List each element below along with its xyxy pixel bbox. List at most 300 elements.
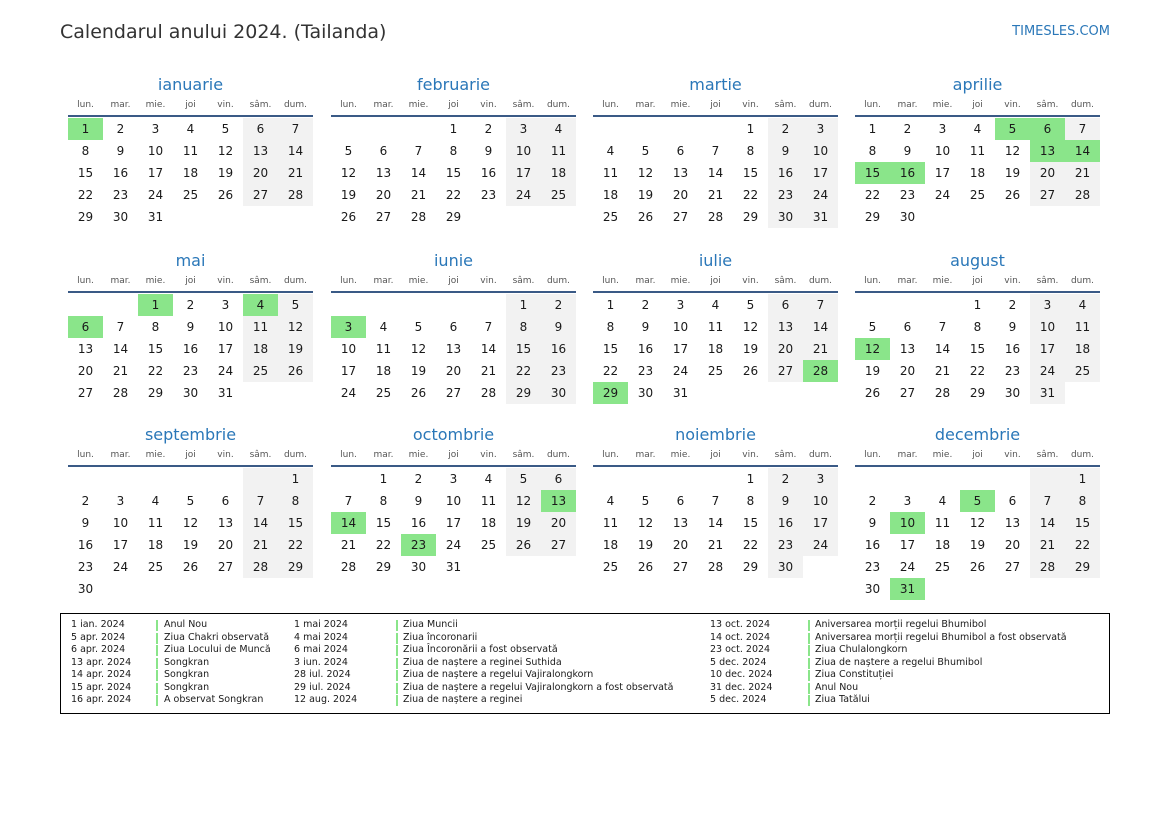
day-cell: 4	[1065, 294, 1100, 316]
day-cell: 9	[641, 320, 650, 334]
holiday-day: 14	[1065, 140, 1100, 162]
day-cell: 16	[864, 538, 881, 552]
header-rule	[593, 465, 838, 467]
weekday-label: mar.	[897, 100, 918, 110]
month-name: mai	[175, 251, 206, 270]
day-cell: 17	[506, 162, 541, 184]
day-cell: 30	[768, 556, 803, 578]
day-cell: 7	[344, 494, 353, 508]
day-cell: 27	[768, 360, 803, 382]
holiday-day: 12	[855, 338, 890, 360]
day-cell: 15	[445, 166, 462, 180]
day-cell: 18	[147, 538, 164, 552]
weekday-label: dum.	[546, 100, 571, 110]
day-cell: 10	[803, 140, 838, 162]
day-cell: 12	[637, 166, 654, 180]
day-cell: 3	[1030, 294, 1065, 316]
day-cell: 16	[410, 516, 427, 530]
day-cell: 4	[606, 144, 615, 158]
day-cell: 1	[278, 468, 313, 490]
weekday-label: mie.	[408, 450, 429, 460]
legend-holiday-name: Ziua de naștere a reginei Suthida	[403, 656, 562, 668]
day-cell: 5	[414, 320, 423, 334]
weekday-label: vin.	[1004, 276, 1021, 286]
day-cell: 6	[676, 494, 685, 508]
legend-holiday-name: Songkran	[164, 681, 210, 693]
day-cell: 17	[672, 342, 689, 356]
day-cell: 28	[1065, 184, 1100, 206]
day-cell: 15	[77, 166, 94, 180]
legend-marker	[808, 658, 810, 669]
day-cell: 28	[112, 386, 129, 400]
day-cell: 21	[112, 364, 129, 378]
holiday-day: 5	[960, 490, 995, 512]
weekday-label: dum.	[1070, 450, 1095, 460]
day-cell: 21	[278, 162, 313, 184]
day-cell: 2	[768, 468, 803, 490]
weekday-label: mie.	[932, 450, 953, 460]
weekday-label: joi	[972, 276, 983, 286]
day-cell: 4	[973, 122, 982, 136]
weekday-label: lun.	[77, 450, 94, 460]
legend-marker	[808, 620, 810, 631]
holiday-legend	[60, 613, 1110, 714]
day-cell: 11	[602, 166, 619, 180]
legend-date: 4 mai 2024	[294, 631, 348, 643]
weekday-label: vin.	[742, 276, 759, 286]
day-cell: 13	[77, 342, 94, 356]
weekday-label: lun.	[602, 276, 619, 286]
day-cell: 11	[602, 516, 619, 530]
legend-holiday-name: Ziua Constituției	[815, 669, 894, 680]
day-cell: 23	[1004, 364, 1021, 378]
day-cell: 21	[803, 338, 838, 360]
legend-holiday-name: Ziua de naștere a regelui Vajiralongkorn	[403, 669, 594, 680]
weekday-label: mar.	[373, 276, 394, 286]
day-cell: 15	[742, 516, 759, 530]
legend-marker	[808, 695, 810, 706]
header-rule	[331, 115, 576, 117]
weekday-label: lun.	[864, 100, 881, 110]
weekend-empty-cell	[243, 468, 278, 490]
weekday-header	[855, 100, 1100, 114]
month-name: iulie	[698, 251, 733, 270]
month-name: iunie	[433, 251, 473, 270]
day-cell: 23	[112, 188, 129, 202]
day-cell: 27	[899, 386, 916, 400]
weekday-label: mie.	[670, 100, 691, 110]
day-cell: 20	[243, 162, 278, 184]
day-cell: 27	[217, 560, 234, 574]
header-rule	[855, 465, 1100, 467]
day-cell: 2	[81, 494, 90, 508]
legend-date: 6 apr. 2024	[71, 644, 126, 655]
day-cell: 4	[938, 494, 947, 508]
weekday-label: vin.	[217, 276, 234, 286]
day-cell: 29	[147, 386, 164, 400]
day-cell: 1	[506, 294, 541, 316]
weekday-header	[593, 450, 838, 464]
day-cell: 16	[77, 538, 94, 552]
weekday-label: mie.	[932, 276, 953, 286]
legend-holiday-name: Ziua de naștere a regelui Bhumibol	[815, 656, 983, 668]
day-cell: 28	[934, 386, 951, 400]
day-cell: 1	[379, 472, 388, 486]
day-cell: 6	[221, 494, 230, 508]
day-cell: 2	[484, 122, 493, 136]
weekday-label: joi	[185, 276, 196, 286]
holiday-day: 13	[541, 490, 576, 512]
day-cell: 11	[375, 342, 392, 356]
day-cell: 18	[243, 338, 278, 360]
month-name: septembrie	[144, 425, 237, 444]
day-cell: 30	[541, 382, 576, 404]
day-cell: 15	[278, 512, 313, 534]
day-cell: 11	[243, 316, 278, 338]
month-name: noiembrie	[675, 425, 756, 444]
day-cell: 8	[973, 320, 982, 334]
weekday-label: lun.	[77, 276, 94, 286]
weekday-label: lun.	[864, 450, 881, 460]
day-cell: 14	[803, 316, 838, 338]
day-cell: 22	[969, 364, 986, 378]
day-cell: 8	[1065, 490, 1100, 512]
day-cell: 18	[1065, 338, 1100, 360]
day-cell: 26	[969, 560, 986, 574]
holiday-day: 1	[68, 118, 103, 140]
day-cell: 22	[742, 538, 759, 552]
legend-holiday-name: Aniversarea morții regelui Bhumibol	[815, 619, 987, 630]
day-cell: 15	[147, 342, 164, 356]
day-cell: 11	[182, 144, 199, 158]
day-cell: 14	[1030, 512, 1065, 534]
day-cell: 15	[602, 342, 619, 356]
day-cell: 7	[711, 144, 720, 158]
day-cell: 25	[707, 364, 724, 378]
day-cell: 5	[506, 468, 541, 490]
weekday-label: sâm.	[249, 276, 272, 286]
legend-marker	[156, 683, 158, 694]
legend-marker	[396, 620, 398, 631]
legend-holiday-name: Ziua Tatălui	[815, 694, 870, 705]
day-cell: 20	[768, 338, 803, 360]
weekday-label: dum.	[283, 276, 308, 286]
day-cell: 31	[445, 560, 462, 574]
day-cell: 18	[934, 538, 951, 552]
day-cell: 11	[969, 144, 986, 158]
day-cell: 22	[602, 364, 619, 378]
day-cell: 8	[379, 494, 388, 508]
day-cell: 6	[379, 144, 388, 158]
day-cell: 3	[803, 468, 838, 490]
day-cell: 3	[449, 472, 458, 486]
month-name: august	[950, 251, 1005, 270]
weekday-label: mar.	[897, 450, 918, 460]
day-cell: 7	[116, 320, 125, 334]
day-cell: 4	[186, 122, 195, 136]
day-cell: 6	[903, 320, 912, 334]
day-cell: 8	[81, 144, 90, 158]
day-cell: 16	[1004, 342, 1021, 356]
day-cell: 25	[602, 210, 619, 224]
day-cell: 27	[445, 386, 462, 400]
day-cell: 24	[506, 184, 541, 206]
day-cell: 1	[868, 122, 877, 136]
day-cell: 28	[707, 210, 724, 224]
weekday-label: lun.	[340, 450, 357, 460]
day-cell: 30	[1004, 386, 1021, 400]
day-cell: 1	[1065, 468, 1100, 490]
day-cell: 11	[934, 516, 951, 530]
weekday-header	[331, 450, 576, 464]
weekday-label: sâm.	[1036, 276, 1059, 286]
legend-date: 6 mai 2024	[294, 644, 348, 655]
day-cell: 17	[445, 516, 462, 530]
weekday-label: mie.	[408, 276, 429, 286]
day-cell: 11	[707, 320, 724, 334]
day-cell: 14	[707, 166, 724, 180]
day-cell: 22	[445, 188, 462, 202]
day-cell: 13	[217, 516, 234, 530]
day-cell: 8	[746, 144, 755, 158]
day-cell: 19	[637, 188, 654, 202]
weekday-header	[68, 100, 313, 114]
day-cell: 15	[506, 338, 541, 360]
day-cell: 20	[375, 188, 392, 202]
day-cell: 13	[1004, 516, 1021, 530]
day-cell: 9	[81, 516, 90, 530]
day-cell: 8	[868, 144, 877, 158]
day-cell: 3	[506, 118, 541, 140]
holiday-day: 1	[138, 294, 173, 316]
day-cell: 28	[480, 386, 497, 400]
legend-marker	[396, 633, 398, 644]
day-cell: 17	[112, 538, 129, 552]
day-cell: 4	[484, 472, 493, 486]
legend-date: 5 dec. 2024	[710, 656, 767, 668]
header-rule	[331, 465, 576, 467]
weekday-label: sâm.	[249, 450, 272, 460]
header-rule	[593, 115, 838, 117]
weekday-label: lun.	[864, 276, 881, 286]
legend-holiday-name: A observat Songkran	[164, 694, 264, 705]
day-cell: 16	[112, 166, 129, 180]
day-cell: 19	[969, 538, 986, 552]
weekday-label: sâm.	[774, 100, 797, 110]
day-cell: 30	[182, 386, 199, 400]
day-cell: 21	[934, 364, 951, 378]
day-cell: 26	[864, 386, 881, 400]
day-cell: 31	[217, 386, 234, 400]
legend-marker	[808, 670, 810, 681]
day-cell: 9	[484, 144, 493, 158]
day-cell: 17	[803, 162, 838, 184]
day-cell: 10	[934, 144, 951, 158]
day-cell: 12	[340, 166, 357, 180]
legend-date: 28 iul. 2024	[294, 669, 351, 680]
weekday-label: sâm.	[512, 100, 535, 110]
weekday-label: vin.	[480, 450, 497, 460]
legend-date: 31 dec. 2024	[710, 681, 773, 693]
day-cell: 20	[217, 538, 234, 552]
legend-holiday-name: Aniversarea morții regelui Bhumibol a fost observată	[815, 631, 1067, 643]
weekday-header	[331, 276, 576, 290]
day-cell: 13	[445, 342, 462, 356]
site-link[interactable]: TIMESLES.COM	[1012, 24, 1110, 39]
day-cell: 20	[77, 364, 94, 378]
holiday-day: 15	[855, 162, 890, 184]
weekday-label: mie.	[932, 100, 953, 110]
legend-date: 16 apr. 2024	[71, 694, 132, 705]
day-cell: 25	[1065, 360, 1100, 382]
day-cell: 19	[217, 166, 234, 180]
holiday-day: 31	[890, 578, 925, 600]
legend-date: 14 apr. 2024	[71, 669, 132, 680]
weekday-label: mar.	[635, 276, 656, 286]
day-cell: 16	[541, 338, 576, 360]
day-cell: 30	[112, 210, 129, 224]
day-cell: 14	[410, 166, 427, 180]
day-cell: 26	[637, 560, 654, 574]
day-cell: 7	[414, 144, 423, 158]
holiday-day: 23	[401, 534, 436, 556]
header-rule	[331, 291, 576, 293]
day-cell: 10	[340, 342, 357, 356]
day-cell: 21	[1065, 162, 1100, 184]
day-cell: 31	[672, 386, 689, 400]
day-cell: 27	[77, 386, 94, 400]
day-cell: 15	[1065, 512, 1100, 534]
legend-marker	[156, 633, 158, 644]
day-cell: 13	[672, 516, 689, 530]
weekday-label: mar.	[110, 100, 131, 110]
legend-date: 12 aug. 2024	[294, 694, 358, 705]
day-cell: 2	[768, 118, 803, 140]
day-cell: 25	[480, 538, 497, 552]
day-cell: 18	[375, 364, 392, 378]
day-cell: 9	[1008, 320, 1017, 334]
day-cell: 5	[221, 122, 230, 136]
day-cell: 4	[541, 118, 576, 140]
day-cell: 1	[746, 122, 755, 136]
day-cell: 27	[375, 210, 392, 224]
day-cell: 20	[445, 364, 462, 378]
day-cell: 17	[340, 364, 357, 378]
day-cell: 27	[672, 210, 689, 224]
weekday-label: dum.	[808, 100, 833, 110]
legend-holiday-name: Anul Nou	[815, 681, 859, 693]
day-cell: 6	[541, 468, 576, 490]
weekday-label: joi	[448, 100, 459, 110]
day-cell: 17	[217, 342, 234, 356]
day-cell: 10	[672, 320, 689, 334]
header-rule	[855, 291, 1100, 293]
day-cell: 2	[541, 294, 576, 316]
header-rule	[68, 291, 313, 293]
day-cell: 2	[116, 122, 125, 136]
weekday-label: mar.	[373, 450, 394, 460]
header-rule	[593, 291, 838, 293]
weekday-label: joi	[185, 100, 196, 110]
weekday-label: lun.	[602, 450, 619, 460]
day-cell: 10	[147, 144, 164, 158]
day-cell: 22	[742, 188, 759, 202]
weekday-header	[68, 276, 313, 290]
day-cell: 5	[641, 494, 650, 508]
day-cell: 14	[480, 342, 497, 356]
day-cell: 29	[506, 382, 541, 404]
day-cell: 22	[375, 538, 392, 552]
day-cell: 14	[934, 342, 951, 356]
day-cell: 6	[243, 118, 278, 140]
weekday-header	[855, 450, 1100, 464]
legend-marker	[396, 645, 398, 656]
legend-marker	[396, 695, 398, 706]
day-cell: 19	[506, 512, 541, 534]
weekday-label: dum.	[283, 450, 308, 460]
day-cell: 16	[182, 342, 199, 356]
day-cell: 25	[602, 560, 619, 574]
day-cell: 19	[410, 364, 427, 378]
day-cell: 19	[340, 188, 357, 202]
day-cell: 8	[606, 320, 615, 334]
legend-holiday-name: Ziua Muncii	[403, 619, 458, 630]
day-cell: 18	[541, 162, 576, 184]
day-cell: 26	[410, 386, 427, 400]
legend-holiday-name: Ziua Chulalongkorn	[815, 644, 908, 655]
day-cell: 24	[445, 538, 462, 552]
weekday-label: lun.	[340, 276, 357, 286]
day-cell: 28	[1030, 556, 1065, 578]
day-cell: 24	[112, 560, 129, 574]
legend-date: 13 oct. 2024	[710, 619, 771, 630]
day-cell: 2	[186, 298, 195, 312]
day-cell: 17	[934, 166, 951, 180]
weekday-label: sâm.	[249, 100, 272, 110]
day-cell: 9	[414, 494, 423, 508]
day-cell: 25	[541, 184, 576, 206]
day-cell: 28	[340, 560, 357, 574]
legend-marker	[156, 645, 158, 656]
legend-date: 29 iul. 2024	[294, 681, 351, 693]
day-cell: 29	[969, 386, 986, 400]
holiday-day: 10	[890, 512, 925, 534]
day-cell: 15	[375, 516, 392, 530]
weekday-label: mar.	[373, 100, 394, 110]
weekday-label: sâm.	[774, 276, 797, 286]
legend-date: 1 ian. 2024	[71, 619, 125, 630]
holiday-day: 16	[890, 162, 925, 184]
day-cell: 11	[541, 140, 576, 162]
day-cell: 12	[969, 516, 986, 530]
legend-marker	[156, 658, 158, 669]
day-cell: 24	[217, 364, 234, 378]
day-cell: 30	[768, 206, 803, 228]
day-cell: 6	[676, 144, 685, 158]
day-cell: 27	[672, 560, 689, 574]
day-cell: 7	[243, 490, 278, 512]
day-cell: 9	[768, 140, 803, 162]
legend-marker	[156, 670, 158, 681]
legend-marker	[396, 683, 398, 694]
day-cell: 7	[1030, 490, 1065, 512]
day-cell: 29	[375, 560, 392, 574]
weekday-label: dum.	[808, 450, 833, 460]
day-cell: 9	[768, 490, 803, 512]
day-cell: 20	[541, 512, 576, 534]
day-cell: 22	[278, 534, 313, 556]
day-cell: 19	[742, 342, 759, 356]
